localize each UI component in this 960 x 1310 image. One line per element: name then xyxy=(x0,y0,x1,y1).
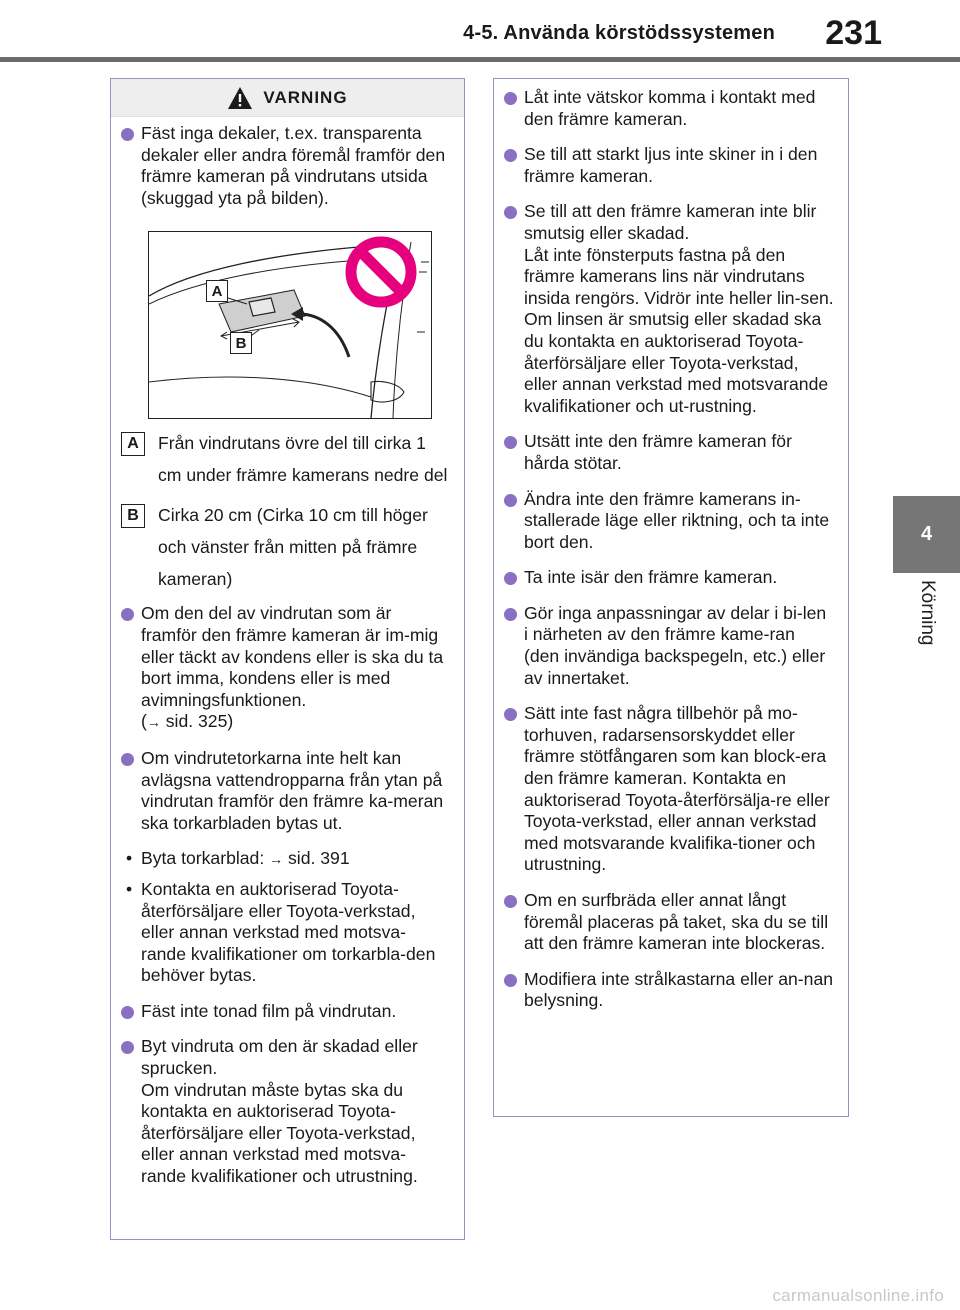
list-item: Ta inte isär den främre kameran. xyxy=(504,567,834,589)
legend-key-a: A xyxy=(121,432,145,456)
watermark: carmanualsonline.info xyxy=(772,1286,944,1305)
list-item: Fäst inte tonad film på vindrutan. xyxy=(121,1001,450,1023)
legend-key-b: B xyxy=(121,504,145,528)
legend-item-b xyxy=(121,499,450,595)
chapter-tab[interactable] xyxy=(893,496,960,573)
sub-list-item-text: Byta torkarblad: xyxy=(141,848,270,869)
page-reference-link[interactable]: sid. 325 xyxy=(165,711,228,732)
legend-text-a: Från vindrutans övre del till cirka 1 cm under främre kamerans nedre del xyxy=(158,433,448,486)
list-item: Byt vindruta om den är skadad eller sprucken. Om vindrutan måste bytas ska du kontakta en auktoriserad Toyota-återförsäljare eller Toyota-verkstad, eller annan verkstad med motsva-rande kvalifikationer och utrustning. xyxy=(121,1036,450,1187)
warning-content xyxy=(494,79,848,1012)
warning-content xyxy=(111,117,464,1188)
list-item: Modifiera inte strålkastarna eller an-nan belysning. xyxy=(504,969,834,1012)
list-item: Se till att den främre kameran inte blir smutsig eller skadad. Låt inte fönsterputs fastna på den främre kamerans lins när vindrutans insida rengörs. Vidrör inte heller lin-sen. Om linsen är smutsig eller skadad ska du kontakta en auktoriserad Toyota-återförsäljare eller Toyota-verkstad, eller annan verkstad med motsvarande kvalifikationer och ut-rustning. xyxy=(504,201,834,417)
warning-header xyxy=(111,79,464,117)
list-item: Om den del av vindrutan som är framför den främre kameran är im-mig eller täckt av kondens eller is ska du ta bort imma, kondens eller is med avimningsfunktionen. (→ sid. 325) xyxy=(121,603,450,734)
figure-label-a: A xyxy=(206,280,228,302)
list-item-text: Om den del av vindrutan som är framför den främre kameran är im-mig eller täckt av kondens eller is ska du ta bort imma, kondens eller is med avimningsfunktionen. xyxy=(141,603,444,710)
arrow-right-icon: → xyxy=(146,714,161,731)
windshield-illustration xyxy=(149,232,432,419)
sub-list-item xyxy=(121,848,450,871)
warning-box-left xyxy=(110,78,465,1240)
list-item: Sätt inte fast några tillbehör på mo-torhuven, radarsensorskyddet eller främre stötfångaren som kan block-era den främre kameran. Kontakta en auktoriserad Toyota-återförsälja-re eller Toyota-verkstad, eller annan verkstad med motsvarande kvalifika-tioner och utrustning. xyxy=(504,703,834,876)
section-title: 4-5. Använda körstödssystemen xyxy=(463,22,775,44)
list-item: Ändra inte den främre kamerans in-stallerade läge eller riktning, och ta inte bort den. xyxy=(504,489,834,554)
list-item: Om en surfbräda eller annat långt föremål placeras på taket, ska du se till att den främre kameran inte blockeras. xyxy=(504,890,834,955)
arrow-right-icon: → xyxy=(269,851,284,868)
legend-text-b: Cirka 20 cm (Cirka 10 cm till höger och vänster från mitten på främre kameran) xyxy=(158,505,428,590)
list-item: Se till att starkt ljus inte skiner in i den främre kameran. xyxy=(504,144,834,187)
warning-triangle-icon xyxy=(227,86,253,110)
chapter-label: Körning xyxy=(917,580,938,646)
list-item: Låt inte vätskor komma i kontakt med den främre kameran. xyxy=(504,87,834,130)
warning-box-right xyxy=(493,78,849,1117)
legend-item-a xyxy=(121,427,450,491)
header-rule xyxy=(0,57,960,62)
page-reference-link[interactable]: sid. 391 xyxy=(288,848,350,869)
list-item: Utsätt inte den främre kameran för hårda stötar. xyxy=(504,431,834,474)
sub-list-item: • Kontakta en auktoriserad Toyota-återförsäljare eller Toyota-verkstad, eller annan verkstad med motsva-rande kvalifikationer om torkarbla-den behöver bytas. xyxy=(121,879,450,987)
warning-title: VARNING xyxy=(263,87,348,107)
page-number: 231 xyxy=(825,14,882,52)
chapter-number: 4 xyxy=(920,523,933,545)
list-item: Fäst inga dekaler, t.ex. transparenta dekaler eller andra föremål framför den främre kameran på vindrutans utsida (skuggad yta på bilden). xyxy=(121,123,450,209)
windshield-camera-figure xyxy=(148,231,432,419)
list-item: Om vindrutetorkarna inte helt kan avlägsna vattendropparna från ytan på vindrutan framför den främre ka-meran ska torkarbladen bytas ut. xyxy=(121,748,450,834)
list-item: Gör inga anpassningar av delar i bi-len i närheten av den främre kame-ran (den invändiga backspegeln, etc.) eller av innertaket. xyxy=(504,603,834,689)
figure-label-b: B xyxy=(230,332,252,354)
